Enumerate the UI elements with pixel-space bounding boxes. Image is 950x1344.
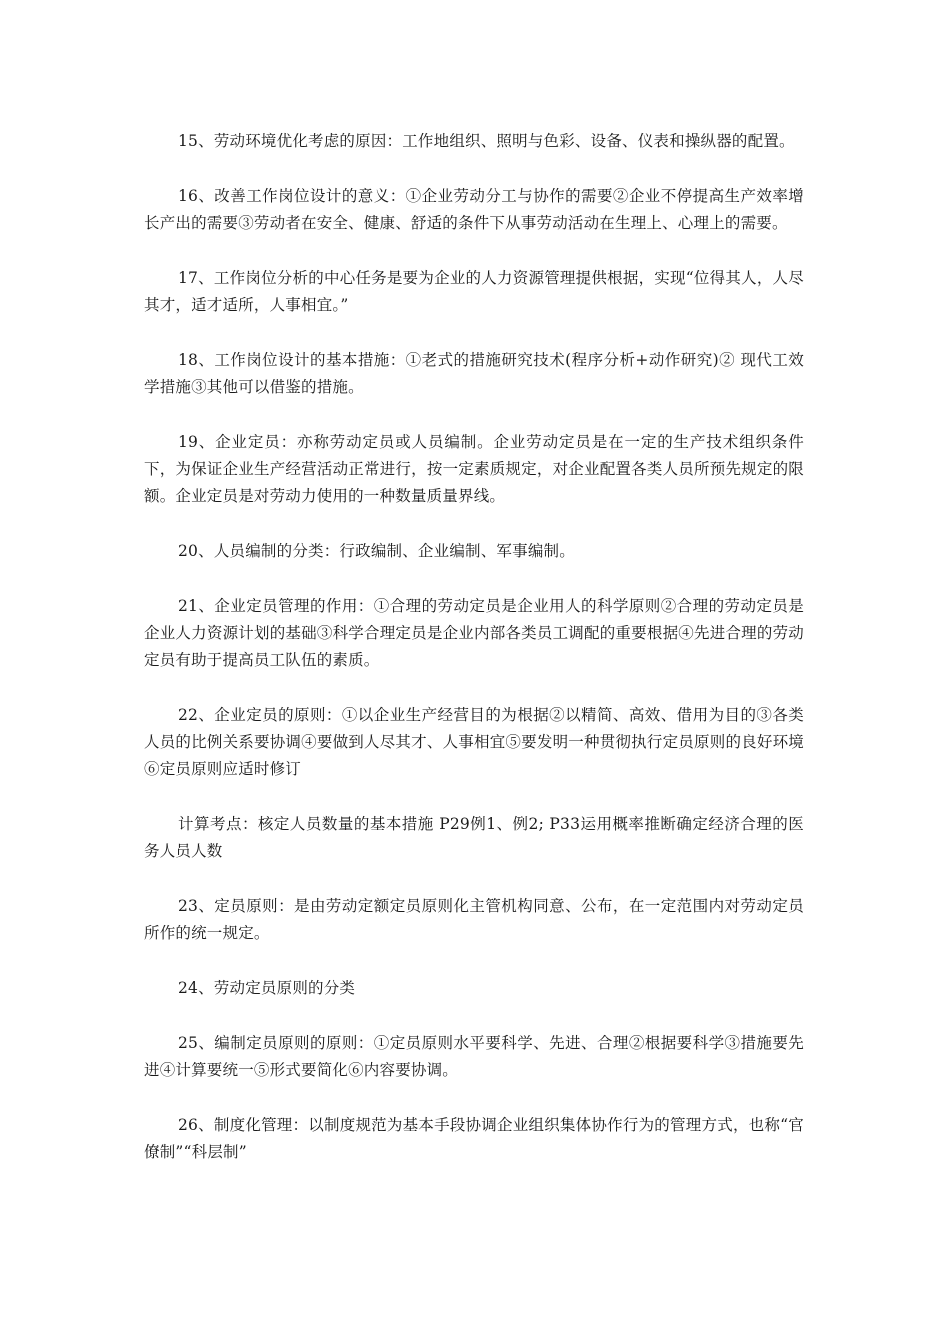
paragraph-24: 24、劳动定员原则的分类 xyxy=(178,979,356,997)
document-page xyxy=(144,128,804,1194)
paragraph-19: 19、企业定员：亦称劳动定员或人员编制。企业劳动定员是在一定的生产技术组织条件下，为保证企业生产经营活动正常进行，按一定素质规定，对企业配置各类人员所预先规定的限额。企业定员是对劳动力使用的一种数量质量界线。 xyxy=(144,433,804,505)
paragraph-16: 16、改善工作岗位设计的意义：①企业劳动分工与协作的需要②企业不停提高生产效率增长产出的需要③劳动者在安全、健康、舒适的条件下从事劳动活动在生理上、心理上的需要。 xyxy=(144,187,804,232)
paragraph-25: 25、编制定员原则的原则：①定员原则水平要科学、先进、合理②根据要科学③措施要先进④计算要统一⑤形式要简化⑥内容要协调。 xyxy=(144,1034,804,1079)
paragraph-18: 18、工作岗位设计的基本措施：①老式的措施研究技术(程序分析+动作研究)② 现代工效学措施③其他可以借鉴的措施。 xyxy=(144,351,804,396)
paragraph-15: 15、劳动环境优化考虑的原因：工作地组织、照明与色彩、设备、仪表和操纵器的配置。 xyxy=(178,132,795,150)
paragraph-17: 17、工作岗位分析的中心任务是要为企业的人力资源管理提供根据，实现“位得其人，人尽其才，适才适所，人事相宜。” xyxy=(144,269,804,314)
paragraph-calculation-note: 计算考点：核定人员数量的基本措施 P29例1、例2; P33运用概率推断确定经济合理的医务人员人数 xyxy=(144,815,804,860)
paragraph-20: 20、人员编制的分类：行政编制、企业编制、军事编制。 xyxy=(178,542,575,560)
paragraph-21: 21、企业定员管理的作用：①合理的劳动定员是企业用人的科学原则②合理的劳动定员是企业人力资源计划的基础③科学合理定员是企业内部各类员工调配的重要根据④先进合理的劳动定员有助于提高员工队伍的素质。 xyxy=(144,597,804,669)
paragraph-22: 22、企业定员的原则：①以企业生产经营目的为根据②以精简、高效、借用为目的③各类人员的比例关系要协调④要做到人尽其才、人事相宜⑤要发明一种贯彻执行定员原则的良好环境⑥定员原则应适时修订 xyxy=(144,706,804,778)
paragraph-26: 26、制度化管理：以制度规范为基本手段协调企业组织集体协作行为的管理方式，也称“官僚制”“科层制” xyxy=(144,1116,804,1161)
paragraph-23: 23、定员原则：是由劳动定额定员原则化主管机构同意、公布，在一定范围内对劳动定员所作的统一规定。 xyxy=(144,897,804,942)
